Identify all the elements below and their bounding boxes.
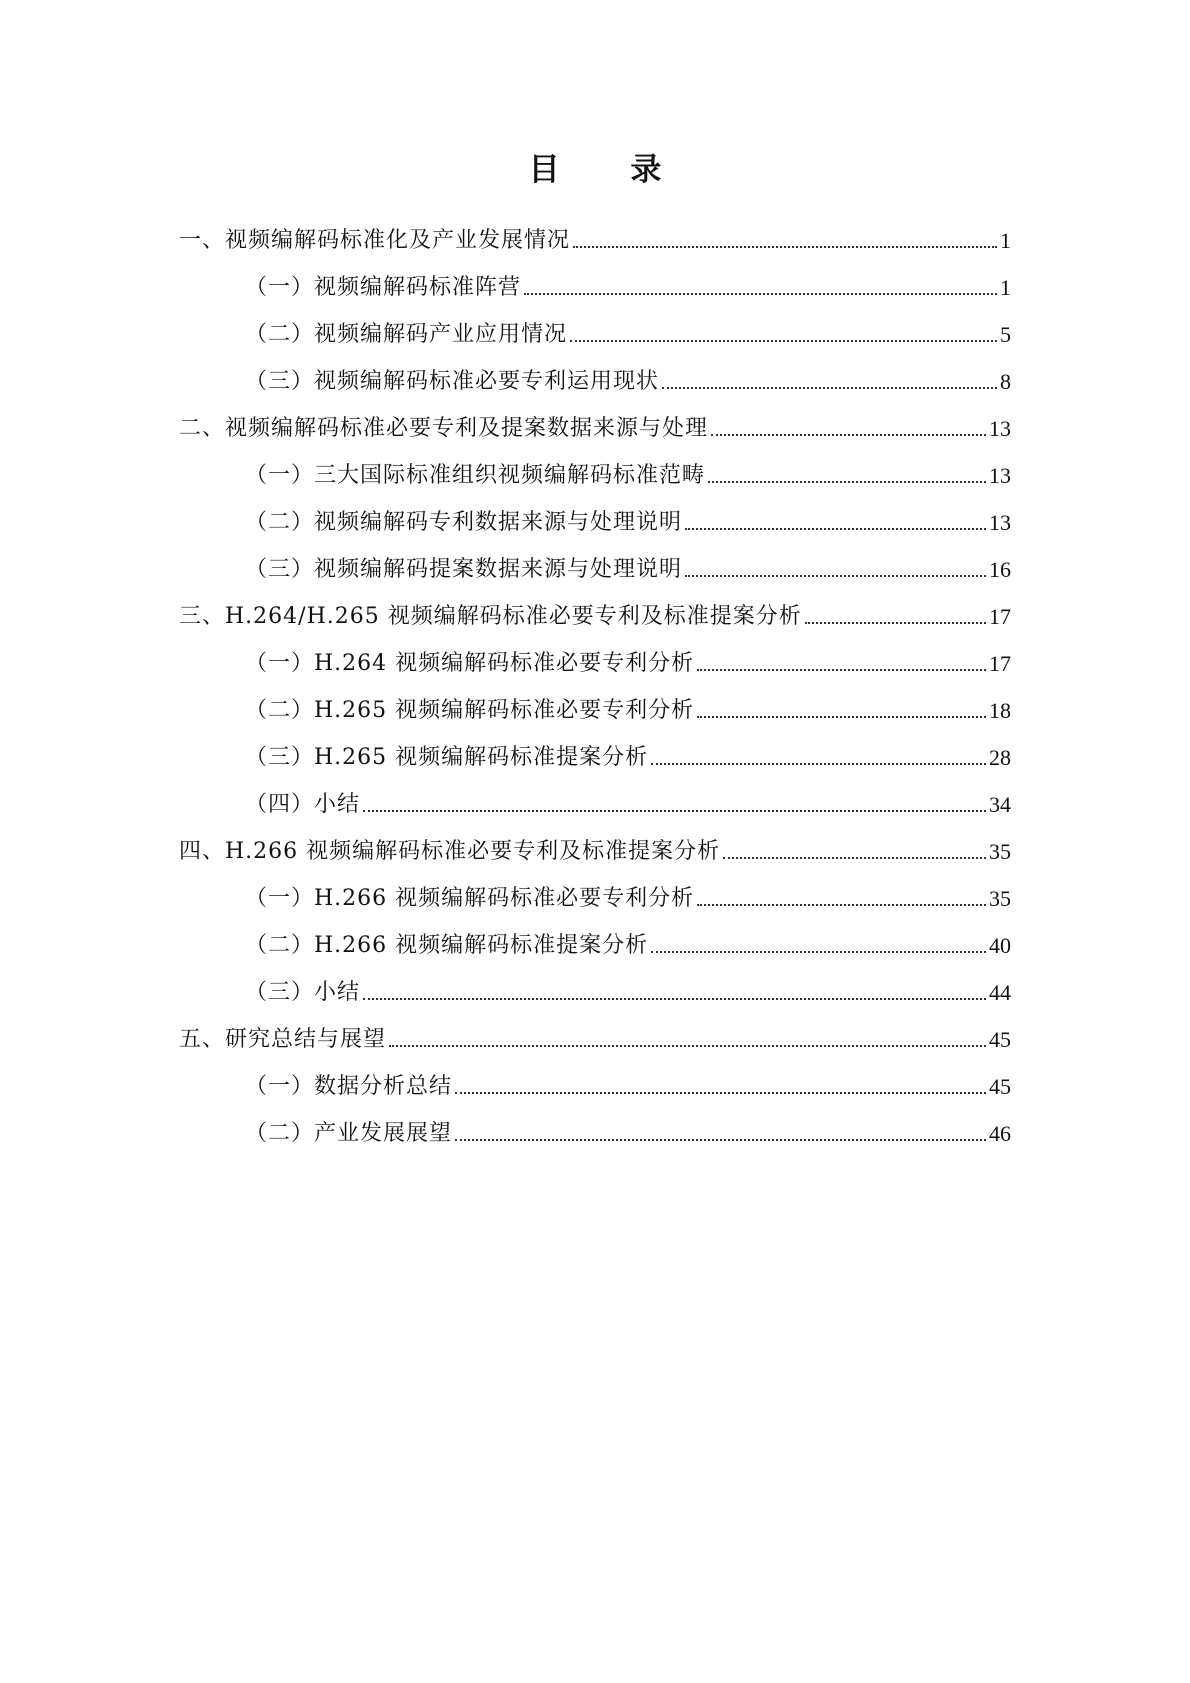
toc-page-number: 1 xyxy=(1000,228,1011,253)
toc-section-entry[interactable] xyxy=(179,444,1011,491)
toc-entry-label: （二）H.266 视频编解码标准提案分析 xyxy=(245,933,649,958)
toc-section-entry[interactable] xyxy=(179,303,1011,350)
toc-section-entry[interactable] xyxy=(179,350,1011,397)
toc-dot-leader xyxy=(723,857,986,859)
toc-page-number: 17 xyxy=(989,651,1011,676)
toc-section-entry[interactable] xyxy=(179,914,1011,961)
toc-page-number: 40 xyxy=(989,933,1011,958)
toc-section-entry[interactable] xyxy=(179,538,1011,585)
toc-section-entry[interactable] xyxy=(179,867,1011,914)
toc-page-number: 44 xyxy=(989,980,1011,1005)
toc-dot-leader xyxy=(711,434,986,436)
toc-entry-label: （一）视频编解码标准阵营 xyxy=(245,275,522,300)
toc-page-number: 8 xyxy=(1000,369,1011,394)
toc-entry-label: 二、视频编解码标准必要专利及提案数据来源与处理 xyxy=(179,416,709,441)
toc-entry-label: （三）视频编解码提案数据来源与处理说明 xyxy=(245,557,683,582)
toc-entry-label: （二）产业发展展望 xyxy=(245,1121,453,1146)
toc-dot-leader xyxy=(697,669,986,671)
toc-dot-leader xyxy=(708,481,986,483)
table-of-contents xyxy=(179,209,1011,1149)
toc-chapter-entry[interactable] xyxy=(179,820,1011,867)
toc-page-number: 35 xyxy=(989,839,1011,864)
toc-page-number: 35 xyxy=(989,886,1011,911)
toc-dot-leader xyxy=(651,951,986,953)
toc-page-number: 13 xyxy=(989,416,1011,441)
toc-section-entry[interactable] xyxy=(179,773,1011,820)
toc-section-entry[interactable] xyxy=(179,632,1011,679)
toc-dot-leader xyxy=(363,810,986,812)
toc-chapter-entry[interactable] xyxy=(179,209,1011,256)
page-title: 目 录 xyxy=(528,152,692,188)
toc-entry-label: （三）小结 xyxy=(245,980,361,1005)
toc-page-number: 1 xyxy=(1000,275,1011,300)
toc-entry-label: （一）三大国际标准组织视频编解码标准范畴 xyxy=(245,463,706,488)
toc-entry-label: （四）小结 xyxy=(245,792,361,817)
toc-page-number: 28 xyxy=(989,745,1011,770)
toc-entry-label: （一）数据分析总结 xyxy=(245,1074,453,1099)
toc-chapter-entry[interactable] xyxy=(179,585,1011,632)
toc-page-number: 45 xyxy=(989,1074,1011,1099)
toc-dot-leader xyxy=(363,998,986,1000)
toc-entry-label: （三）视频编解码标准必要专利运用现状 xyxy=(245,369,660,394)
toc-chapter-entry[interactable] xyxy=(179,1008,1011,1055)
toc-entry-label: （二）视频编解码产业应用情况 xyxy=(245,322,568,347)
toc-dot-leader xyxy=(573,246,997,248)
toc-dot-leader xyxy=(524,293,997,295)
toc-section-entry[interactable] xyxy=(179,256,1011,303)
toc-section-entry[interactable] xyxy=(179,491,1011,538)
toc-entry-label: （二）视频编解码专利数据来源与处理说明 xyxy=(245,510,683,535)
toc-dot-leader xyxy=(805,622,986,624)
toc-section-entry[interactable] xyxy=(179,1102,1011,1149)
toc-dot-leader xyxy=(685,575,986,577)
toc-page-number: 5 xyxy=(1000,322,1011,347)
toc-page-number: 45 xyxy=(989,1027,1011,1052)
toc-page-number: 34 xyxy=(989,792,1011,817)
toc-page-number: 13 xyxy=(989,510,1011,535)
toc-entry-label: 五、研究总结与展望 xyxy=(179,1027,387,1052)
toc-section-entry[interactable] xyxy=(179,961,1011,1008)
toc-dot-leader xyxy=(685,528,986,530)
toc-entry-label: 三、H.264/H.265 视频编解码标准必要专利及标准提案分析 xyxy=(179,604,802,629)
toc-dot-leader xyxy=(662,387,997,389)
toc-entry-label: （二）H.265 视频编解码标准必要专利分析 xyxy=(245,698,695,723)
toc-entry-label: 四、H.266 视频编解码标准必要专利及标准提案分析 xyxy=(179,839,721,864)
toc-section-entry[interactable] xyxy=(179,1055,1011,1102)
toc-dot-leader xyxy=(570,340,997,342)
toc-section-entry[interactable] xyxy=(179,679,1011,726)
toc-dot-leader xyxy=(697,716,986,718)
toc-entry-label: （一）H.264 视频编解码标准必要专利分析 xyxy=(245,651,695,676)
toc-chapter-entry[interactable] xyxy=(179,397,1011,444)
toc-entry-label: 一、视频编解码标准化及产业发展情况 xyxy=(179,228,571,253)
toc-dot-leader xyxy=(455,1092,986,1094)
toc-page-number: 18 xyxy=(989,698,1011,723)
toc-entry-label: （三）H.265 视频编解码标准提案分析 xyxy=(245,745,649,770)
toc-dot-leader xyxy=(389,1045,986,1047)
toc-page-number: 17 xyxy=(989,604,1011,629)
toc-page-number: 16 xyxy=(989,557,1011,582)
toc-section-entry[interactable] xyxy=(179,726,1011,773)
toc-dot-leader xyxy=(697,904,986,906)
toc-dot-leader xyxy=(651,763,986,765)
toc-page-number: 46 xyxy=(989,1121,1011,1146)
toc-page-number: 13 xyxy=(989,463,1011,488)
toc-entry-label: （一）H.266 视频编解码标准必要专利分析 xyxy=(245,886,695,911)
toc-dot-leader xyxy=(455,1139,986,1141)
